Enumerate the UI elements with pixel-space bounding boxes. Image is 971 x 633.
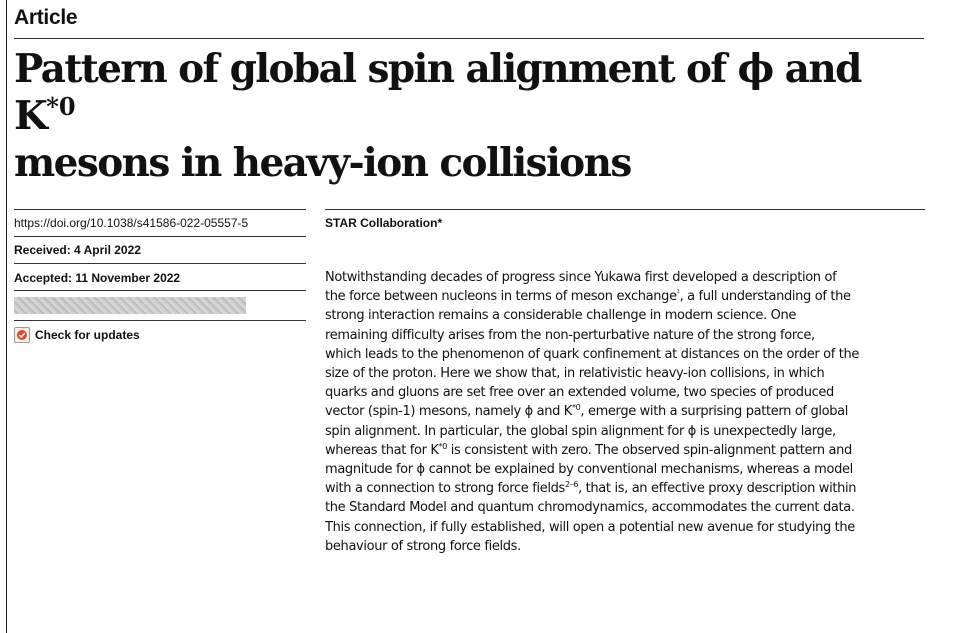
section-label: Article — [14, 6, 78, 29]
meta-divider — [14, 290, 306, 291]
abstract-line: the force between nucleons in terms of meson exchange$^{^1}$, a full understanding of the — [325, 288, 851, 305]
left-margin-rule — [6, 0, 7, 633]
accepted-date: Accepted: 11 November 2022 — [14, 271, 181, 285]
abstract-line: strong interaction remains a considerable challenge in modern science. One — [325, 308, 797, 324]
abstract-line: remaining difficulty arises from the non-perturbative nature of the strong force, — [325, 327, 815, 343]
abstract-line: which leads to the phenomenon of quark confinement at distances on the order of the — [325, 346, 860, 362]
abstract-line: the Standard Model and quantum chromodynamics, accommodates the current data. — [325, 500, 855, 516]
abstract-line: with a connection to strong force fields$^{2-6}$, that is, an effective proxy description within — [325, 480, 857, 497]
abstract-line: whereas that for $K^{*0}$ is consistent with zero. The observed spin-alignment pattern and — [325, 441, 852, 458]
received-date: Received: 4 April 2022 — [14, 243, 141, 257]
title-line2: mesons in heavy-ion collisions — [14, 140, 631, 186]
check-for-updates-label: Check for updates — [35, 328, 140, 342]
article-title — [14, 46, 934, 187]
meta-divider — [14, 320, 306, 321]
citation-ref[interactable]: 2–6 — [564, 480, 579, 490]
abstract-line: vector (spin-1) mesons, namely ϕ and $K^{*0}$, emerge with a surprising pattern of global — [325, 403, 848, 420]
abstract-line: size of the proton. Here we show that, in relativistic heavy-ion collisions, in which — [325, 366, 825, 382]
abstract-line: spin alignment. In particular, the global spin alignment for ϕ is unexpectedly large, — [325, 423, 836, 439]
redacted-field — [14, 297, 246, 314]
meta-divider — [14, 236, 306, 237]
abstract-line: quarks and gluons are set free over an extended volume, two species of produced — [325, 385, 834, 401]
abstract-line: This connection, if fully established, will open a potential new avenue for studying the — [325, 519, 855, 535]
title-superscript: *0 — [46, 92, 76, 121]
header-divider — [14, 38, 924, 39]
citation-ref[interactable]: ¹ — [676, 288, 680, 298]
abstract-line: magnitude for ϕ cannot be explained by conventional mechanisms, whereas a model — [325, 462, 853, 478]
meta-divider — [14, 209, 306, 210]
abstract-line: Notwithstanding decades of progress since Yukawa first developed a description of — [325, 270, 837, 285]
crossmark-icon — [14, 327, 30, 343]
title-line1: Pattern of global spin alignment of ϕ and K — [14, 46, 861, 139]
abstract — [325, 268, 943, 556]
check-for-updates-button[interactable] — [14, 327, 140, 343]
meta-divider — [14, 263, 306, 264]
authors-divider — [325, 209, 925, 210]
author-byline: STAR Collaboration* — [325, 216, 443, 230]
doi-link[interactable]: https://doi.org/10.1038/s41586-022-05557-5 — [14, 216, 249, 230]
abstract-line: behaviour of strong force fields. — [325, 538, 521, 554]
